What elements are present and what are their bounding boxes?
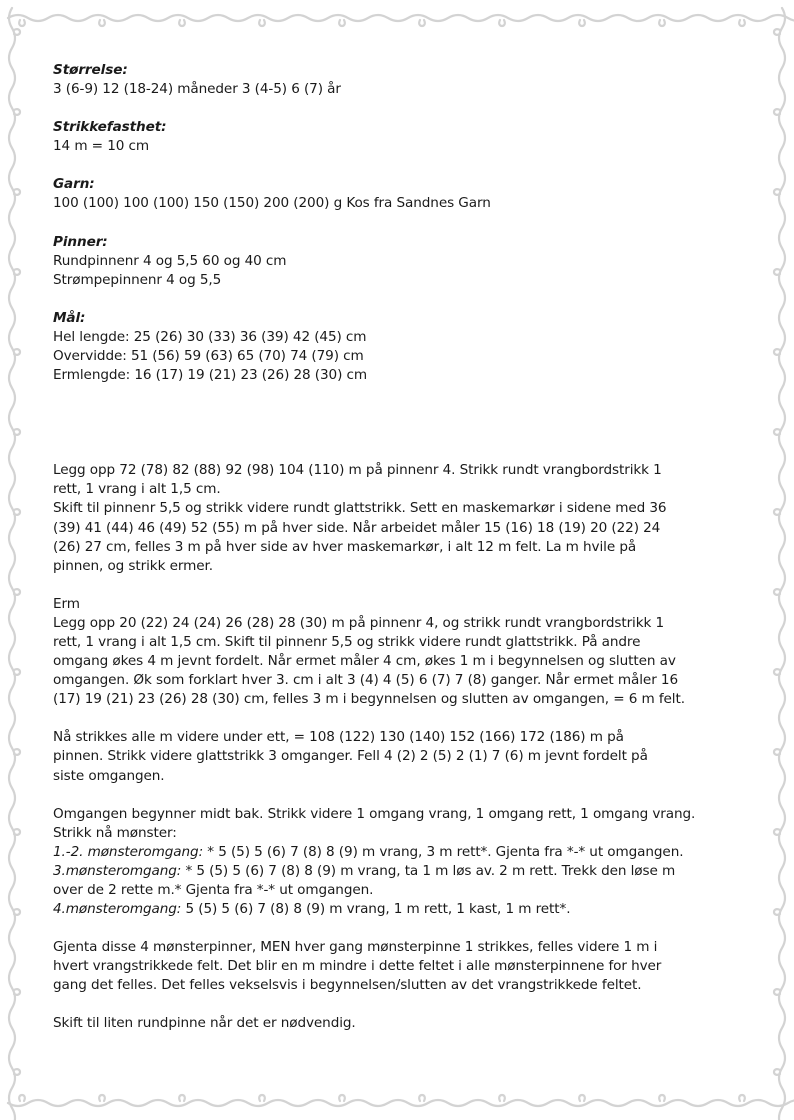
spec-value: Rundpinnenr 4 og 5,5 60 og 40 cm bbox=[53, 252, 287, 269]
spec-value: Ermlengde: 16 (17) 19 (21) 23 (26) 28 (30) cm bbox=[53, 367, 368, 384]
border-loop bbox=[779, 8, 785, 1120]
body-line: omgang økes 4 m jevnt fordelt. Når ermet måler 4 cm, økes 1 m i begynnelsen og slutten av bbox=[53, 653, 676, 670]
spec-needles bbox=[53, 233, 733, 290]
border-loop bbox=[99, 20, 105, 26]
spec-value: 14 m = 10 cm bbox=[53, 138, 150, 155]
body-line: omgangen. Øk som forklart hver 3. cm i alt 3 (4) 4 (5) 6 (7) 7 (8) ganger. Når ermet måler 16 bbox=[53, 672, 678, 689]
yoke-paragraph bbox=[53, 728, 733, 785]
round-label: 4.mønsteromgang: bbox=[53, 901, 182, 918]
body-line: gang det felles. Det felles vekselsvis i begynnelsen/slutten av det vrangstrikkede feltet. bbox=[53, 977, 642, 994]
border-loop bbox=[339, 1095, 345, 1101]
spec-size bbox=[53, 61, 733, 99]
border-loop bbox=[579, 1095, 585, 1101]
border-loop bbox=[179, 20, 185, 26]
round-text: 5 (5) 5 (6) 7 (8) 8 (9) m vrang, 1 m rett, 1 kast, 1 m rett*. bbox=[181, 901, 571, 918]
border-loop bbox=[499, 1095, 505, 1101]
pattern-round-4 bbox=[53, 900, 733, 919]
spec-label: Garn: bbox=[53, 176, 95, 193]
border-loop bbox=[659, 1095, 665, 1101]
border-loop bbox=[419, 1095, 425, 1101]
body-line: over de 2 rette m.* Gjenta fra *-* ut omgangen. bbox=[53, 882, 374, 898]
border-loop bbox=[8, 15, 794, 21]
border-loop bbox=[579, 20, 585, 26]
spec-value: Hel lengde: 25 (26) 30 (33) 36 (39) 42 (45) cm bbox=[53, 328, 367, 345]
body-line: (17) 19 (21) 23 (26) 28 (30) cm, felles 3 m i begynnelsen og slutten av omgangen, = 6 m felt. bbox=[53, 691, 685, 708]
body-line: pinnen, og strikk ermer. bbox=[53, 557, 213, 574]
body-line: Gjenta disse 4 mønsterpinner, MEN hver gang mønsterpinne 1 strikkes, felles videre 1 m i bbox=[53, 939, 658, 956]
round-text: * 5 (5) 5 (6) 7 (8) 8 (9) m vrang, ta 1 m løs av. 2 m rett. Trekk den løse m bbox=[181, 862, 676, 879]
pattern-round-1-2 bbox=[53, 843, 733, 862]
border-loop bbox=[419, 20, 425, 26]
body-line: pinnen. Strikk videre glattstrikk 3 omganger. Fell 4 (2) 2 (5) 2 (1) 7 (6) m jevnt fordelt på bbox=[53, 748, 648, 765]
spec-value: Strømpepinnenr 4 og 5,5 bbox=[53, 271, 222, 288]
round-label: 1.-2. mønsteromgang: bbox=[53, 843, 204, 860]
border-loop bbox=[9, 8, 15, 1120]
pattern-round-3 bbox=[53, 862, 733, 881]
body-line: siste omgangen. bbox=[53, 767, 165, 784]
spec-label: Strikkefasthet: bbox=[53, 119, 167, 136]
spec-yarn bbox=[53, 175, 733, 213]
final-paragraph bbox=[53, 1014, 733, 1033]
body-line: Strikk nå mønster: bbox=[53, 824, 177, 841]
body-line: (26) 27 cm, felles 3 m på hver side av hver maskemarkør, i alt 12 m felt. La m hvile på bbox=[53, 538, 637, 555]
round-label: 3.mønsteromgang: bbox=[53, 862, 182, 879]
body-line: Omgangen begynner midt bak. Strikk videre 1 omgang vrang, 1 omgang rett, 1 omgang vrang. bbox=[53, 805, 696, 822]
spacer bbox=[53, 404, 733, 461]
body-line: Legg opp 72 (78) 82 (88) 92 (98) 104 (110) m på pinnenr 4. Strikk rundt vrangbordstrikk 1 bbox=[53, 462, 662, 479]
border-loop bbox=[659, 20, 665, 26]
sleeve-section bbox=[53, 595, 733, 710]
body-line: (39) 41 (44) 46 (49) 52 (55) m på hver side. Når arbeidet måler 15 (16) 18 (19) 20 (22) 24 bbox=[53, 519, 661, 536]
spec-value: Overvidde: 51 (56) 59 (63) 65 (70) 74 (79) cm bbox=[53, 348, 364, 365]
body-line: hvert vrangstrikkede felt. Det blir en m mindre i dette feltet i alle mønsterpinnene for hver bbox=[53, 958, 662, 975]
pattern-document bbox=[53, 61, 733, 1053]
spec-label: Størrelse: bbox=[53, 62, 128, 78]
spec-measurements bbox=[53, 309, 733, 385]
decrease-paragraph bbox=[53, 938, 733, 995]
border-loop bbox=[259, 20, 265, 26]
instructions-body bbox=[53, 461, 733, 576]
sleeve-heading: Erm bbox=[53, 595, 80, 612]
border-loop bbox=[259, 1095, 265, 1101]
body-line: rett, 1 vrang i alt 1,5 cm. bbox=[53, 481, 221, 498]
border-loop bbox=[739, 1095, 745, 1101]
border-loop bbox=[19, 20, 25, 26]
spec-value: 100 (100) 100 (100) 150 (150) 200 (200) g Kos fra Sandnes Garn bbox=[53, 195, 491, 212]
body-line: Nå strikkes alle m videre under ett, = 108 (122) 130 (140) 152 (166) 172 (186) m på bbox=[53, 729, 624, 746]
body-line: Skift til liten rundpinne når det er nødvendig. bbox=[53, 1015, 356, 1032]
border-loop bbox=[499, 20, 505, 26]
body-line: Skift til pinnenr 5,5 og strikk videre rundt glattstrikk. Sett en maskemarkør i sidene med 36 bbox=[53, 500, 667, 517]
body-line: rett, 1 vrang i alt 1,5 cm. Skift til pinnenr 5,5 og strikk videre rundt glattstrikk. På andre bbox=[53, 633, 641, 650]
border-loop bbox=[8, 1100, 794, 1106]
border-loop bbox=[99, 1095, 105, 1101]
border-loop bbox=[179, 1095, 185, 1101]
spec-label: Mål: bbox=[53, 309, 86, 326]
pattern-section bbox=[53, 805, 733, 920]
body-line: Legg opp 20 (22) 24 (24) 26 (28) 28 (30) m på pinnenr 4, og strikk rundt vrangbordstrikk 1 bbox=[53, 614, 665, 631]
border-loop bbox=[739, 20, 745, 26]
border-loop bbox=[19, 1095, 25, 1101]
round-text: * 5 (5) 5 (6) 7 (8) 8 (9) m vrang, 3 m rett*. Gjenta fra *-* ut omgangen. bbox=[203, 843, 684, 860]
spec-label: Pinner: bbox=[53, 233, 108, 250]
border-loop bbox=[339, 20, 345, 26]
spec-gauge bbox=[53, 118, 733, 156]
spec-value: 3 (6-9) 12 (18-24) måneder 3 (4-5) 6 (7) år bbox=[53, 81, 341, 98]
